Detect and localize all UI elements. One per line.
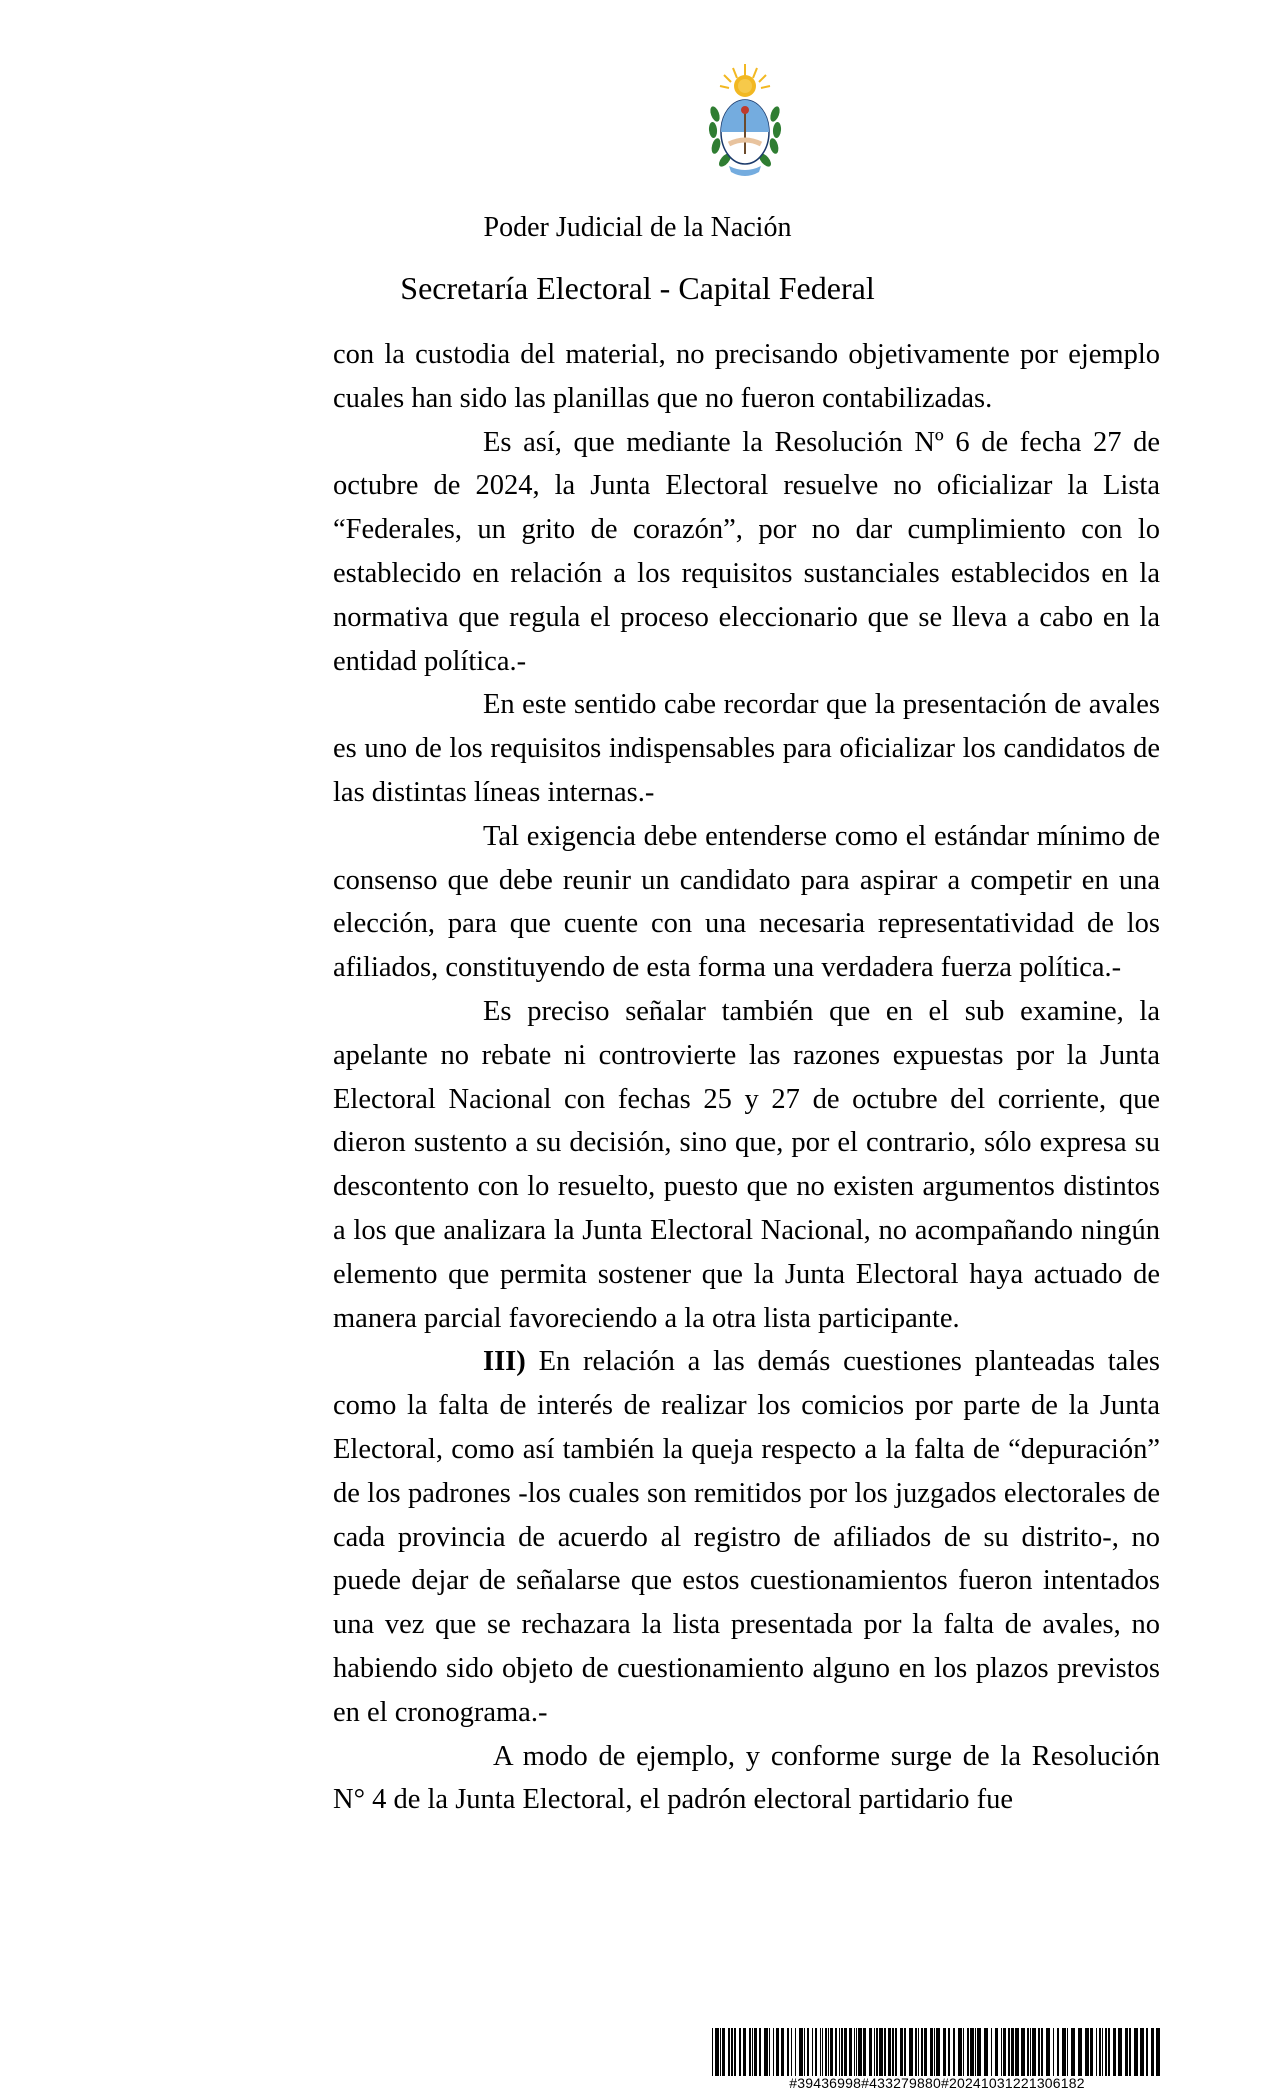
barcode-bar (722, 2028, 725, 2076)
barcode-bar (752, 2028, 753, 2076)
barcode-bar (1125, 2028, 1128, 2076)
barcode-bar (720, 2028, 721, 2076)
barcode-bar (1102, 2028, 1103, 2076)
barcode-bar (904, 2028, 906, 2076)
barcode-bar (1071, 2028, 1075, 2076)
barcode-bar (1021, 2028, 1025, 2076)
barcode-bar (731, 2028, 733, 2076)
barcode-bar (728, 2028, 730, 2076)
barcode-bar (769, 2028, 770, 2076)
office-header: Secretaría Electoral - Capital Federal (400, 270, 875, 306)
barcode-bar (918, 2028, 919, 2076)
barcode-bar (995, 2028, 998, 2076)
barcode-bar (835, 2028, 837, 2076)
barcode-bar (828, 2028, 829, 2076)
barcode-bar (715, 2028, 719, 2076)
barcode-bar (1062, 2028, 1066, 2076)
barcode-bar (822, 2028, 823, 2076)
barcode-bar (869, 2028, 872, 2076)
barcode-bar (915, 2028, 917, 2076)
barcode-bar (1085, 2028, 1089, 2076)
barcode-bar (1041, 2028, 1043, 2076)
institution-header: Poder Judicial de la Nación (483, 212, 792, 243)
paragraph-5: Es preciso señalar también que en el sub examine, la apelante no rebate ni controvierte las razones expuestas por la Junta Electoral Nacional con fechas 25 y 27 de octubre del corriente, que dieron sustento a su decisión, sino que, por el contrario, sólo expresa su descontento con lo resuelto, puesto que no existen argumentos distintos a los que analizara la Junta Electoral Nacional, no acompañando ningún elemento que permita sostener que la Junta Electoral haya actuado de manera parcial favoreciendo a la otra lista participante. (333, 995, 1160, 1334)
barcode-bar (1129, 2028, 1131, 2076)
paragraph-2: Es así, que mediante la Resolución Nº 6 de fecha 27 de octubre de 2024, la Junta Electoral resuelve no oficializar la Lista “Federales, un grito de corazón”, por no dar cumplimiento con lo establecido en relación a los requisitos sustanciales establecidos en la normativa que regula el proceso eleccionario que se lleva a cabo en la entidad política.- (333, 426, 1160, 677)
barcode-bar (825, 2028, 827, 2076)
barcode-bar (820, 2028, 821, 2076)
barcode-bar (930, 2028, 933, 2076)
barcode-bar (876, 2028, 878, 2076)
barcode-bar (1140, 2028, 1144, 2076)
barcode-bar (856, 2028, 857, 2076)
barcode-bar (749, 2028, 751, 2076)
barcode-bar (858, 2028, 862, 2076)
barcode-bar (795, 2028, 796, 2076)
barcode-bar (1096, 2028, 1097, 2076)
barcode-bar (1105, 2028, 1107, 2076)
barcode-bar (712, 2028, 713, 2076)
barcode-bar (1015, 2028, 1019, 2076)
barcode-bar (1134, 2028, 1138, 2076)
barcode-bar (921, 2028, 923, 2076)
barcode-bar (754, 2028, 757, 2076)
barcode-bar (739, 2028, 741, 2076)
barcode-bar (830, 2028, 833, 2076)
barcode-bar (1156, 2028, 1160, 2076)
paragraph-3: En este sentido cabe recordar que la presentación de avales es uno de los requisitos indispensables para oficializar los candidatos de las distintas líneas internas.- (333, 689, 1160, 808)
barcode-bar (1146, 2028, 1148, 2076)
barcode-bar (854, 2028, 855, 2076)
barcode-bar (892, 2028, 894, 2076)
barcode-bar (841, 2028, 843, 2076)
barcode-bar (815, 2028, 817, 2076)
barcode-bar (948, 2028, 950, 2076)
barcode-bar (991, 2028, 992, 2076)
barcode-bar (1027, 2028, 1029, 2076)
barcode-bar (1038, 2028, 1040, 2076)
barcode-bar (943, 2028, 946, 2076)
barcode-bar (1030, 2028, 1031, 2076)
barcode-bar (799, 2028, 803, 2076)
barcode-bar (734, 2028, 736, 2076)
barcode-bar (759, 2028, 761, 2076)
barcode-bar (764, 2028, 768, 2076)
document-body (333, 333, 1160, 1822)
document-barcode (712, 2028, 1162, 2092)
barcode-bar (874, 2028, 875, 2076)
barcode-bar (958, 2028, 962, 2076)
barcode-bar (776, 2028, 779, 2076)
barcode-icon (712, 2028, 1162, 2076)
barcode-bar (1011, 2028, 1014, 2076)
paragraph-4: Tal exigencia debe entenderse como el estándar mínimo de consenso que debe reunir un candidato para aspirar a competir en una elección, para que cuente con una necesaria representatividad de los afiliados, constituyendo de esta forma una verdadera fuerza política.- (333, 820, 1160, 984)
barcode-bar (807, 2028, 809, 2076)
barcode-bar (1118, 2028, 1122, 2076)
barcode-bar (953, 2028, 955, 2076)
paragraph-last: A modo de ejemplo, y conforme surge de la Resolución N° 4 de la Junta Electoral, el padrón electoral partidario fue (333, 1740, 1160, 1816)
barcode-bar (1090, 2028, 1093, 2076)
argentine-coat-of-arms-icon (705, 62, 785, 182)
barcode-bar (849, 2028, 852, 2076)
barcode-bar (909, 2028, 913, 2076)
barcode-bar (977, 2028, 981, 2076)
barcode-bar (967, 2028, 969, 2076)
barcode-bar (1113, 2028, 1116, 2076)
barcode-bar (1151, 2028, 1154, 2076)
barcode-bar (900, 2028, 903, 2076)
barcode-bar (743, 2028, 746, 2076)
barcode-bar (804, 2028, 805, 2076)
section-3-mark: III) (483, 1346, 526, 1378)
barcode-bar (1057, 2028, 1059, 2076)
paragraph-1: con la custodia del material, no precisando objetivamente por ejemplo cuales han sido las planillas que no fueron contabilizadas. (333, 339, 1160, 414)
barcode-bar (1067, 2028, 1068, 2076)
coat-of-arms-seal (705, 62, 785, 182)
barcode-bar (1032, 2028, 1036, 2076)
barcode-bar (934, 2028, 935, 2076)
barcode-bar (787, 2028, 789, 2076)
barcode-bar (963, 2028, 964, 2076)
barcode-bar (984, 2028, 988, 2076)
barcode-bar (924, 2028, 927, 2076)
barcode-bar (1003, 2028, 1006, 2076)
barcode-bar (888, 2028, 891, 2076)
barcode-bar (1001, 2028, 1002, 2076)
barcode-bar (1046, 2028, 1050, 2076)
barcode-bar (773, 2028, 774, 2076)
barcode-bar (895, 2028, 897, 2076)
section-3-paragraph (333, 1340, 1160, 1734)
barcode-bar (975, 2028, 976, 2076)
barcode-bar (1099, 2028, 1101, 2076)
barcode-bar (839, 2028, 840, 2076)
barcode-bar (1078, 2028, 1082, 2076)
barcode-bar (936, 2028, 940, 2076)
barcode-bar (879, 2028, 883, 2076)
section-3-text: En relación a las demás cuestiones planteadas tales como la falta de interés de realizar los comicios por parte de la Junta Electoral, como así también la queja respecto a la falta de “depuración” de los padrones -los cuales son remitidos por los juzgados electorales de cada provincia de acuerdo al registro de afiliados de su distrito-, no puede dejar de señalarse que estos cuestionamientos fueron intentados una vez que se rechazara la lista presentada por la falta de avales, no habiendo sido objeto de cuestionamiento alguno en los plazos previstos en el cronograma.- (333, 1346, 1160, 1728)
barcode-bar (781, 2028, 784, 2076)
barcode-bar (1053, 2028, 1054, 2076)
barcode-bar (812, 2028, 813, 2076)
barcode-bar (1108, 2028, 1110, 2076)
barcode-bar (884, 2028, 886, 2076)
barcode-bar (863, 2028, 866, 2076)
barcode-bar (1008, 2028, 1010, 2076)
barcode-bar (791, 2028, 792, 2076)
barcode-bar (970, 2028, 974, 2076)
barcode-code: #39436998#433279880#20241031221306182 (789, 2075, 1085, 2091)
barcode-bar (844, 2028, 847, 2076)
